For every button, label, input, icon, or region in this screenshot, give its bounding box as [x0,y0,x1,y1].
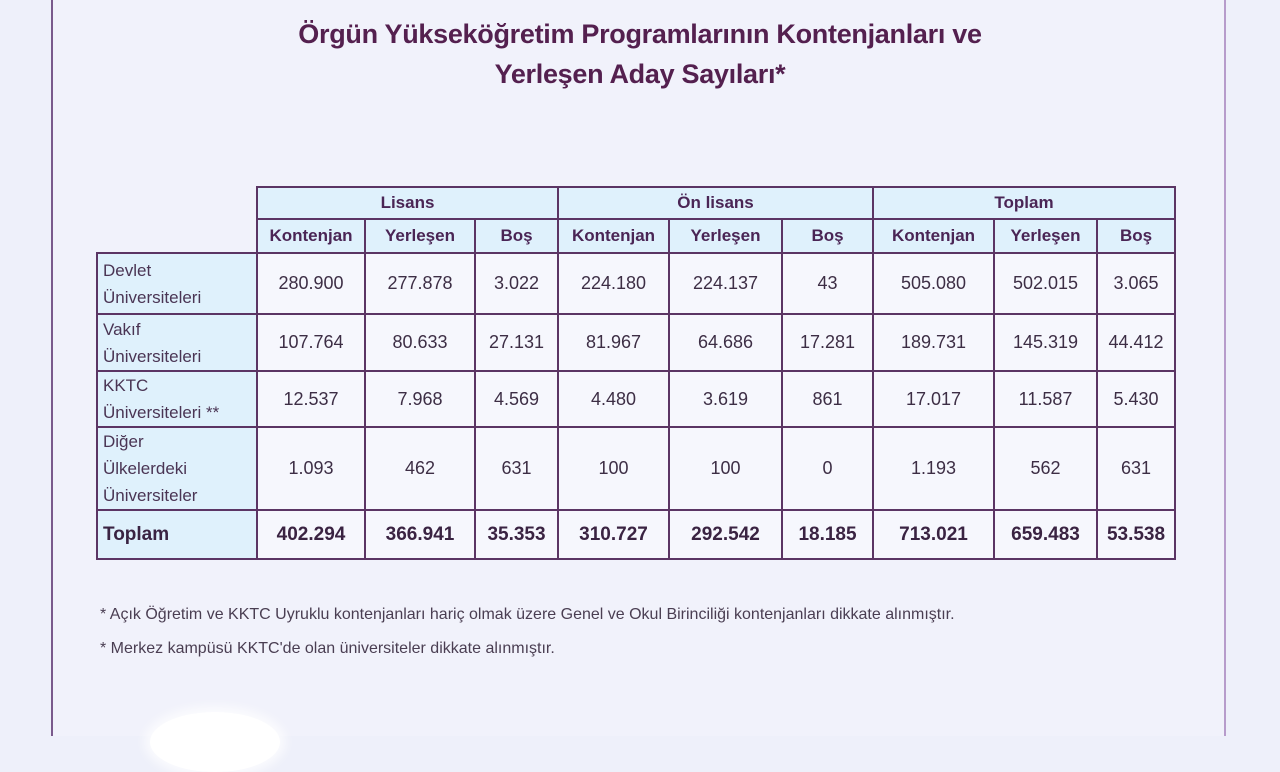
total-cell: 18.185 [782,510,873,559]
quota-table [96,186,1176,560]
col-header: Yerleşen [994,219,1097,253]
table-cell: 1.093 [257,427,365,510]
table-cell: 189.731 [873,314,994,371]
table-cell: 277.878 [365,253,475,314]
table-cell: 224.137 [669,253,782,314]
table-cell: 462 [365,427,475,510]
footnote-1: * Açık Öğretim ve KKTC Uyruklu kontenjanları hariç olmak üzere Genel ve Okul Birinciliği kontenjanları dikkate alınmıştır. [100,606,955,623]
group-header-lisans: Lisans [257,187,558,219]
footnotes [100,598,955,666]
table-row [97,253,1175,314]
table-cell: 562 [994,427,1097,510]
table-cell: 631 [1097,427,1175,510]
col-header: Yerleşen [669,219,782,253]
table-cell: 27.131 [475,314,558,371]
col-header: Kontenjan [257,219,365,253]
table-cell: 280.900 [257,253,365,314]
table-cell: 107.764 [257,314,365,371]
table-cell: 44.412 [1097,314,1175,371]
table-cell: 5.430 [1097,371,1175,427]
table-cell: 11.587 [994,371,1097,427]
table-cell: 3.619 [669,371,782,427]
table-cell: 861 [782,371,873,427]
table-cell: 80.633 [365,314,475,371]
total-cell: 713.021 [873,510,994,559]
table-cell: 100 [669,427,782,510]
row-header-toplam: Toplam [97,510,257,559]
total-cell: 35.353 [475,510,558,559]
table-cell: 502.015 [994,253,1097,314]
table-row [97,371,1175,427]
row-header-kktc: KKTC Üniversiteleri ** [97,371,257,427]
table-cell: 3.022 [475,253,558,314]
col-header: Kontenjan [873,219,994,253]
row-header-devlet: Devlet Üniversiteleri [97,253,257,314]
table-cell: 145.319 [994,314,1097,371]
table-cell: 12.537 [257,371,365,427]
table-cell: 81.967 [558,314,669,371]
title-line-2: Yerleşen Aday Sayıları* [494,59,786,89]
table-cell: 505.080 [873,253,994,314]
table-cell: 7.968 [365,371,475,427]
table-cell: 17.017 [873,371,994,427]
corner-cell [97,187,257,219]
table-cell: 4.569 [475,371,558,427]
total-cell: 402.294 [257,510,365,559]
table-cell: 64.686 [669,314,782,371]
table-cell: 1.193 [873,427,994,510]
table-row [97,314,1175,371]
title-line-1: Örgün Yükseköğretim Programlarının Kontenjanları ve [298,19,982,49]
table-cell: 4.480 [558,371,669,427]
footnote-2: * Merkez kampüsü KKTC'de olan üniversiteler dikkate alınmıştır. [100,640,555,657]
col-header: Yerleşen [365,219,475,253]
table-cell: 224.180 [558,253,669,314]
row-header-diger: Diğer Ülkelerdeki Üniversiteler [97,427,257,510]
corner-cell [97,219,257,253]
col-header: Boş [1097,219,1175,253]
col-header: Kontenjan [558,219,669,253]
total-row [97,510,1175,559]
table-row [97,427,1175,510]
table-cell: 100 [558,427,669,510]
group-header-toplam: Toplam [873,187,1175,219]
table-cell: 43 [782,253,873,314]
row-header-vakif: Vakıf Üniversiteleri [97,314,257,371]
decorative-circle [150,712,280,772]
total-cell: 659.483 [994,510,1097,559]
table-cell: 3.065 [1097,253,1175,314]
group-header-row [97,187,1175,219]
page-title [0,14,1280,94]
group-header-onlisans: Ön lisans [558,187,873,219]
table-cell: 17.281 [782,314,873,371]
table-cell: 631 [475,427,558,510]
table-cell: 0 [782,427,873,510]
total-cell: 292.542 [669,510,782,559]
total-cell: 53.538 [1097,510,1175,559]
total-cell: 366.941 [365,510,475,559]
total-cell: 310.727 [558,510,669,559]
col-header: Boş [782,219,873,253]
subheader-row [97,219,1175,253]
col-header: Boş [475,219,558,253]
